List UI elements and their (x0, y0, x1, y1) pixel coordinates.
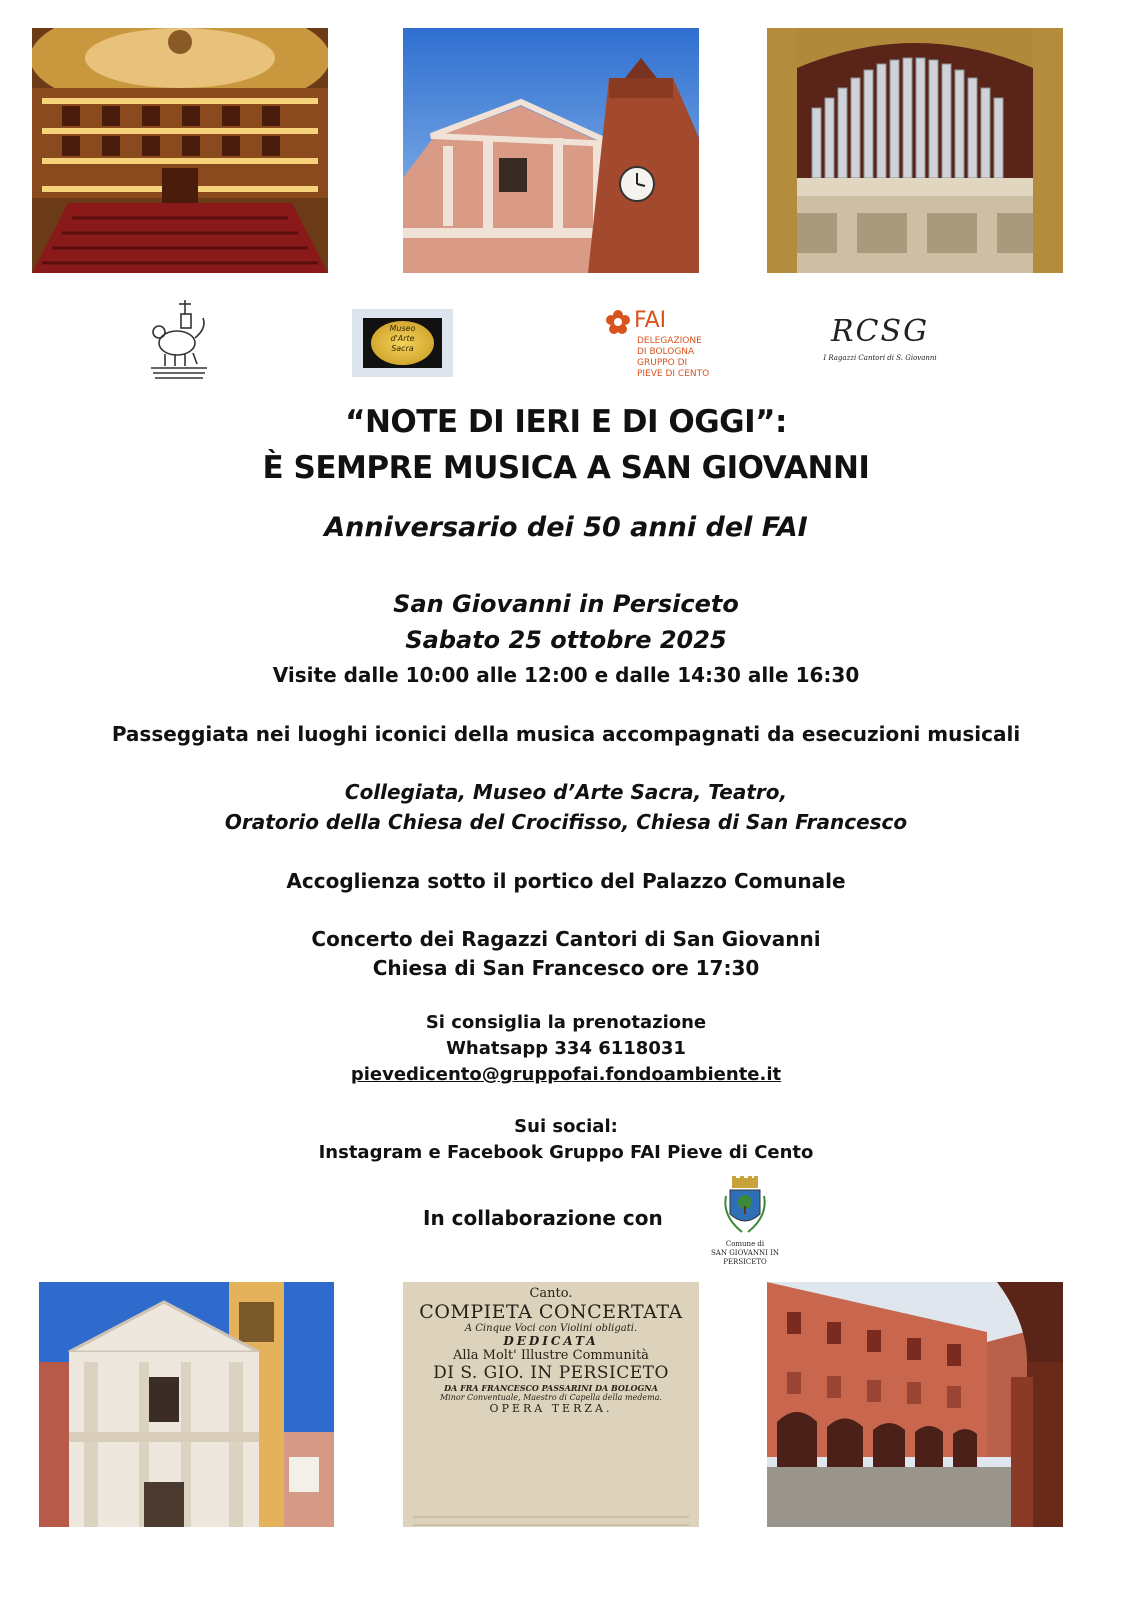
title-line1: “NOTE DI IERI E DI OGGI”: (345, 404, 787, 440)
description: Passeggiata nei luoghi iconici della musica accompagnati da esecuzioni musicali (111, 722, 1021, 746)
ragazzi-cantori-logo (815, 314, 945, 374)
fai-line1: DELEGAZIONE (637, 336, 702, 346)
comune-shield-icon (722, 1176, 768, 1236)
title-line2: È SEMPRE MUSICA A SAN GIOVANNI (262, 450, 870, 486)
booking-whatsapp[interactable]: Whatsapp 334 6118031 (446, 1038, 686, 1059)
score-line7: DA FRA FRANCESCO PASSARINI DA BOLOGNA (444, 1383, 658, 1393)
locations-line1: Collegiata, Museo d’Arte Sacra, Teatro, (344, 780, 788, 804)
subtitle: Anniversario dei 50 anni del FAI (324, 512, 808, 543)
concert-line2: Chiesa di San Francesco ore 17:30 (372, 956, 760, 980)
event-date: Sabato 25 ottobre 2025 (405, 626, 727, 654)
score-line9: OPERA TERZA. (489, 1402, 613, 1415)
church-tower-photo (403, 28, 699, 273)
museo-line1: Museo (389, 324, 416, 333)
booking-email-link[interactable]: pievedicento@gruppofai.fondoambiente.it (350, 1064, 782, 1085)
event-place: San Giovanni in Persiceto (393, 590, 739, 618)
theater-photo (32, 28, 328, 273)
score-line6: DI S. GIO. IN PERSICETO (433, 1363, 669, 1383)
comune-line1: Comune di (725, 1240, 765, 1248)
san-francesco-church-photo (39, 1282, 334, 1527)
comune-line2: SAN GIOVANNI IN PERSICETO (711, 1249, 779, 1266)
collaboration-label: In collaborazione con (423, 1206, 663, 1230)
compieta-score-photo (403, 1282, 699, 1527)
score-line8: Minor Conventuale, Maestro di Capella della medema. (439, 1393, 663, 1402)
fai-brand: FAI (634, 308, 667, 333)
score-line2: COMPIETA CONCERTATA (419, 1301, 683, 1323)
fai-line3: GRUPPO DI (637, 358, 688, 368)
score-line1: Canto. (529, 1286, 573, 1301)
organ-photo (767, 28, 1063, 273)
welcome: Accoglienza sotto il portico del Palazzo Comunale (286, 869, 846, 893)
fai-line2: DI BOLOGNA (637, 347, 695, 357)
score-line4: DEDICATA (503, 1334, 599, 1348)
score-line5: Alla Molt' Illustre Communità (453, 1348, 649, 1363)
lamb-crest-logo (145, 298, 215, 380)
social-text: Instagram e Facebook Gruppo FAI Pieve di Cento (318, 1142, 814, 1163)
event-hours: Visite dalle 10:00 alle 12:00 e dalle 14:30 alle 16:30 (272, 663, 860, 687)
social-label: Sui social: (514, 1116, 618, 1137)
rcsg-caption: I Ragazzi Cantori di S. Giovanni (823, 354, 937, 362)
fai-line4: PIEVE DI CENTO (637, 369, 710, 379)
concert-line1: Concerto dei Ragazzi Cantori di San Giovanni (311, 927, 821, 951)
museo-line2: d'Arte (390, 334, 415, 343)
comune-crest-logo (690, 1176, 800, 1266)
locations-line2: Oratorio della Chiesa del Crocifisso, Chiesa di San Francesco (224, 810, 908, 834)
fai-flower-icon (606, 310, 630, 334)
score-emblem (403, 1432, 699, 1527)
cloister-photo (767, 1282, 1063, 1527)
fai-logo (606, 308, 726, 380)
score-line3: A Cinque Voci con Violini obligati. (464, 1323, 638, 1334)
museo-arte-sacra-logo (352, 309, 453, 377)
rcsg-mark: RCSG (830, 314, 930, 349)
museo-line3: Sacra (391, 344, 414, 353)
booking-label: Si consiglia la prenotazione (425, 1012, 707, 1033)
